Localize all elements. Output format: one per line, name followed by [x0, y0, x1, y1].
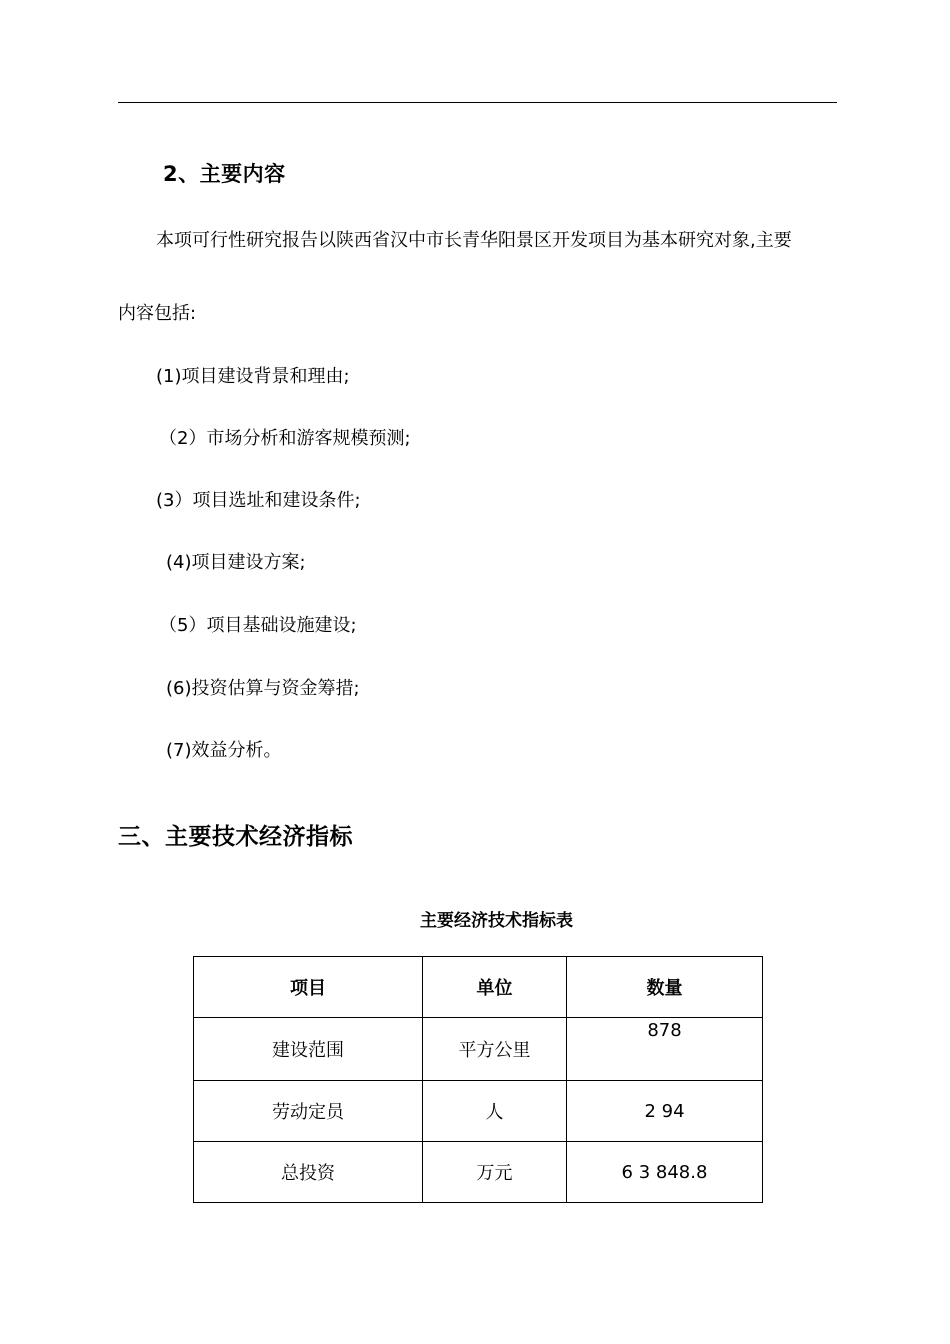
table-cell: 2 94 [567, 1081, 763, 1142]
list-item: (1)项目建设背景和理由; [156, 366, 350, 387]
intro-paragraph-line1: 本项可行性研究报告以陕西省汉中市长青华阳景区开发项目为基本研究对象,主要 [156, 230, 792, 251]
table-cell: 人 [423, 1081, 567, 1142]
list-item: (4)项目建设方案; [166, 552, 306, 573]
intro-paragraph-line2: 内容包括: [118, 303, 197, 324]
column-header-quantity: 数量 [567, 957, 763, 1018]
table-row [194, 1018, 763, 1081]
table-header-row [194, 957, 763, 1018]
list-item: (6)投资估算与资金筹措; [166, 678, 360, 699]
table-cell: 建设范围 [194, 1018, 423, 1081]
table-row [194, 1142, 763, 1203]
table-cell: 万元 [423, 1142, 567, 1203]
table-cell: 6 3 848.8 [567, 1142, 763, 1203]
list-item: (3）项目选址和建设条件; [156, 490, 361, 511]
table-row [194, 1081, 763, 1142]
indicators-table [193, 956, 763, 1203]
table-cell: 878 [567, 1018, 763, 1081]
list-item: （2）市场分析和游客规模预测; [159, 428, 411, 449]
column-header-item: 项目 [194, 957, 423, 1018]
table-cell: 总投资 [194, 1142, 423, 1203]
column-header-unit: 单位 [423, 957, 567, 1018]
section-heading-main-content: 2、主要内容 [163, 162, 286, 186]
table-caption: 主要经济技术指标表 [420, 911, 573, 931]
table-cell: 平方公里 [423, 1018, 567, 1081]
table-cell: 劳动定员 [194, 1081, 423, 1142]
list-item: （5）项目基础设施建设; [159, 615, 357, 636]
list-item: (7)效益分析。 [166, 740, 282, 761]
header-rule [118, 102, 837, 103]
section-heading-indicators: 三、主要技术经济指标 [118, 824, 353, 850]
